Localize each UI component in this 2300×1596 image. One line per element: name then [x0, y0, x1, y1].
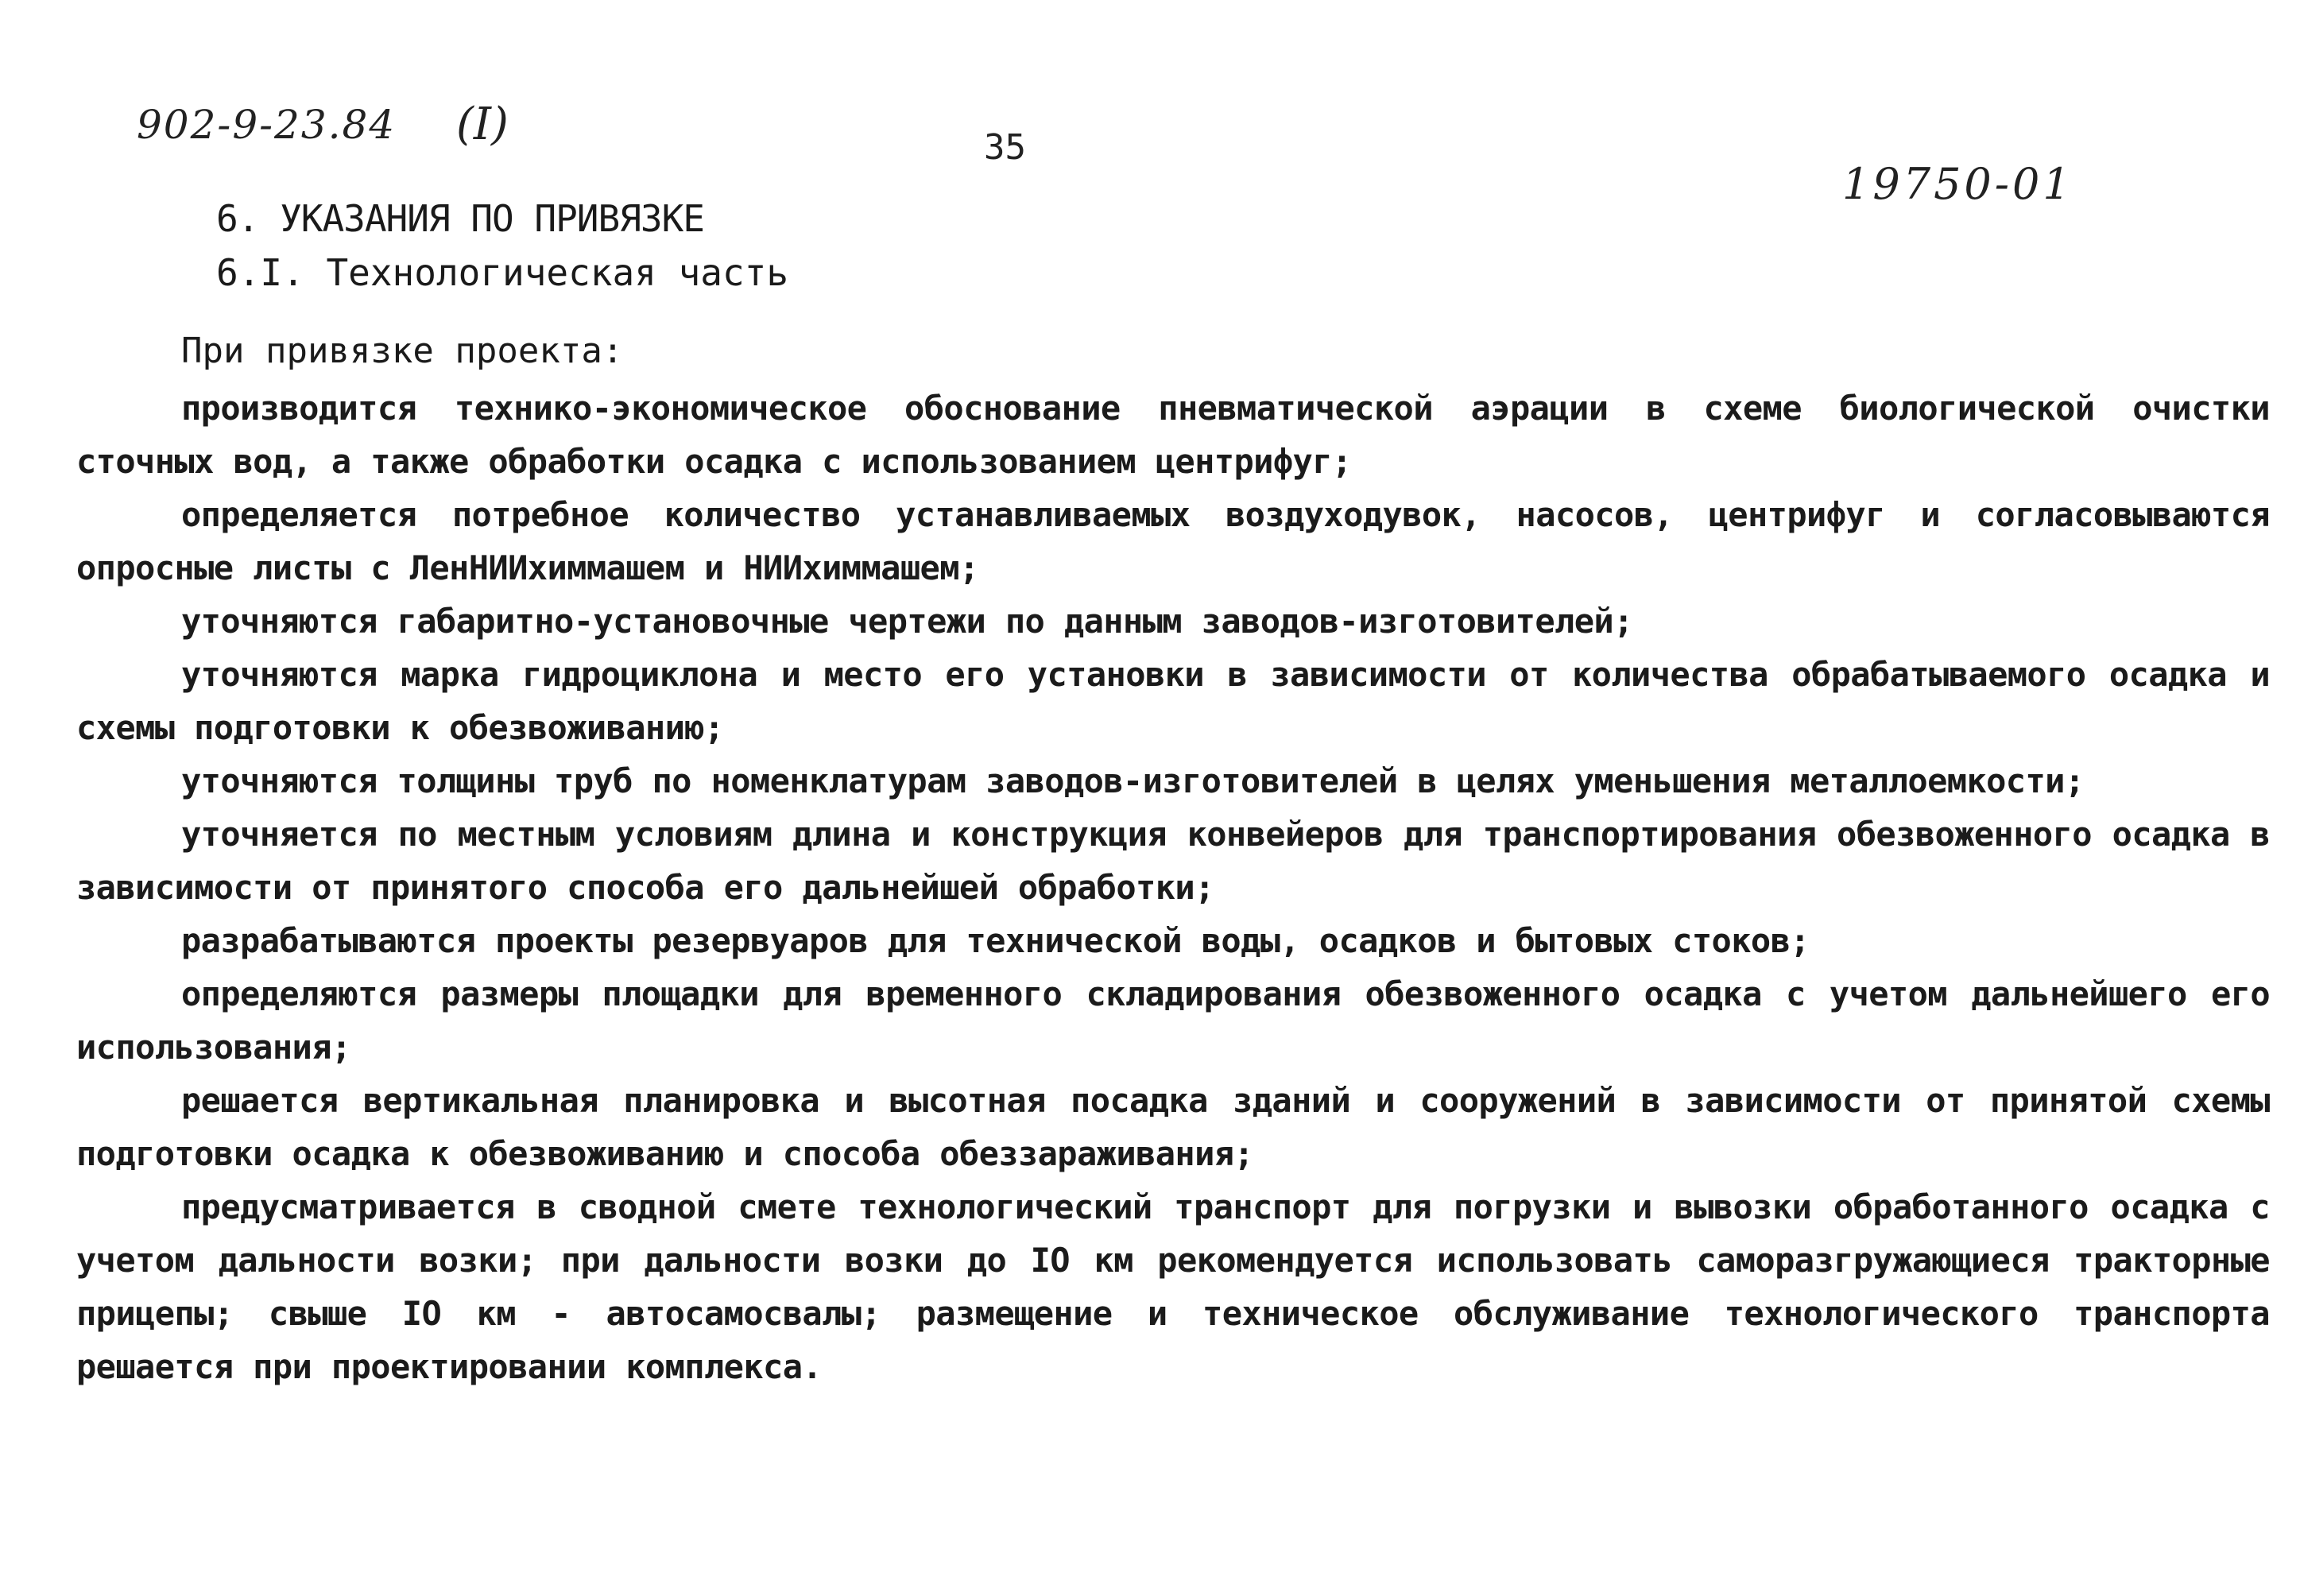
body-text: [76, 382, 2270, 1393]
paragraph-4: уточняются марка гидроциклона и место его установки в зависимости от количества обрабатываемого осадка и схемы подготовки к обезвоживанию;: [76, 655, 2270, 747]
handwritten-doc-number: 19750-01: [1842, 159, 2073, 209]
handwritten-doc-suffix: (I): [456, 99, 509, 150]
paragraph-6: уточняется по местным условиям длина и конструкция конвейеров для транспортирования обезвоженного осадка в зависимости от принятого способа его дальнейшей обработки;: [76, 815, 2270, 907]
paragraph-8: определяются размеры площадки для временного складирования обезвоженного осадка с учетом дальнейшего его использования;: [76, 974, 2270, 1067]
paragraph-7: разрабатываются проекты резервуаров для технической воды, осадков и бытовых стоков;: [181, 921, 1810, 960]
paragraph-2: определяется потребное количество устанавливаемых воздуходувок, насосов, центрифуг и согласовываются опросные листы с ЛенНИИхиммашем и НИИхиммашем;: [76, 495, 2270, 587]
page-number: 35: [984, 127, 1026, 168]
section-title: 6. УКАЗАНИЯ ПО ПРИВЯЗКЕ: [216, 197, 704, 240]
intro-text: При привязке проекта:: [181, 331, 624, 371]
paragraph-3: уточняются габаритно-установочные чертежи по данным заводов-изготовителей;: [181, 602, 1633, 641]
paragraph-10: предусматривается в сводной смете технологический транспорт для погрузки и вывозки обработанного осадка с учетом дальности возки; при дальности возки до IO км рекомендуется использовать саморазгружающиеся тракторные прицепы; свыше IO км - автосамосвалы; размещение и техническое обслуживание технологического транспорта решается при проектировании комплекса.: [76, 1187, 2270, 1386]
handwritten-doc-code: 902-9-23.84: [137, 102, 397, 148]
paragraph-5: уточняются толщины труб по номенклатурам заводов-изготовителей в целях уменьшения металлоемкости;: [181, 761, 2085, 800]
paragraph-9: решается вертикальная планировка и высотная посадка зданий и сооружений в зависимости от принятой схемы подготовки осадка к обезвоживанию и способа обеззараживания;: [76, 1081, 2270, 1173]
paragraph-1: производится технико-экономическое обоснование пневматической аэрации в схеме биологической очистки сточных вод, а также обработки осадка с использованием центрифуг;: [76, 389, 2270, 481]
subsection-title: 6.I. Технологическая часть: [216, 251, 789, 294]
